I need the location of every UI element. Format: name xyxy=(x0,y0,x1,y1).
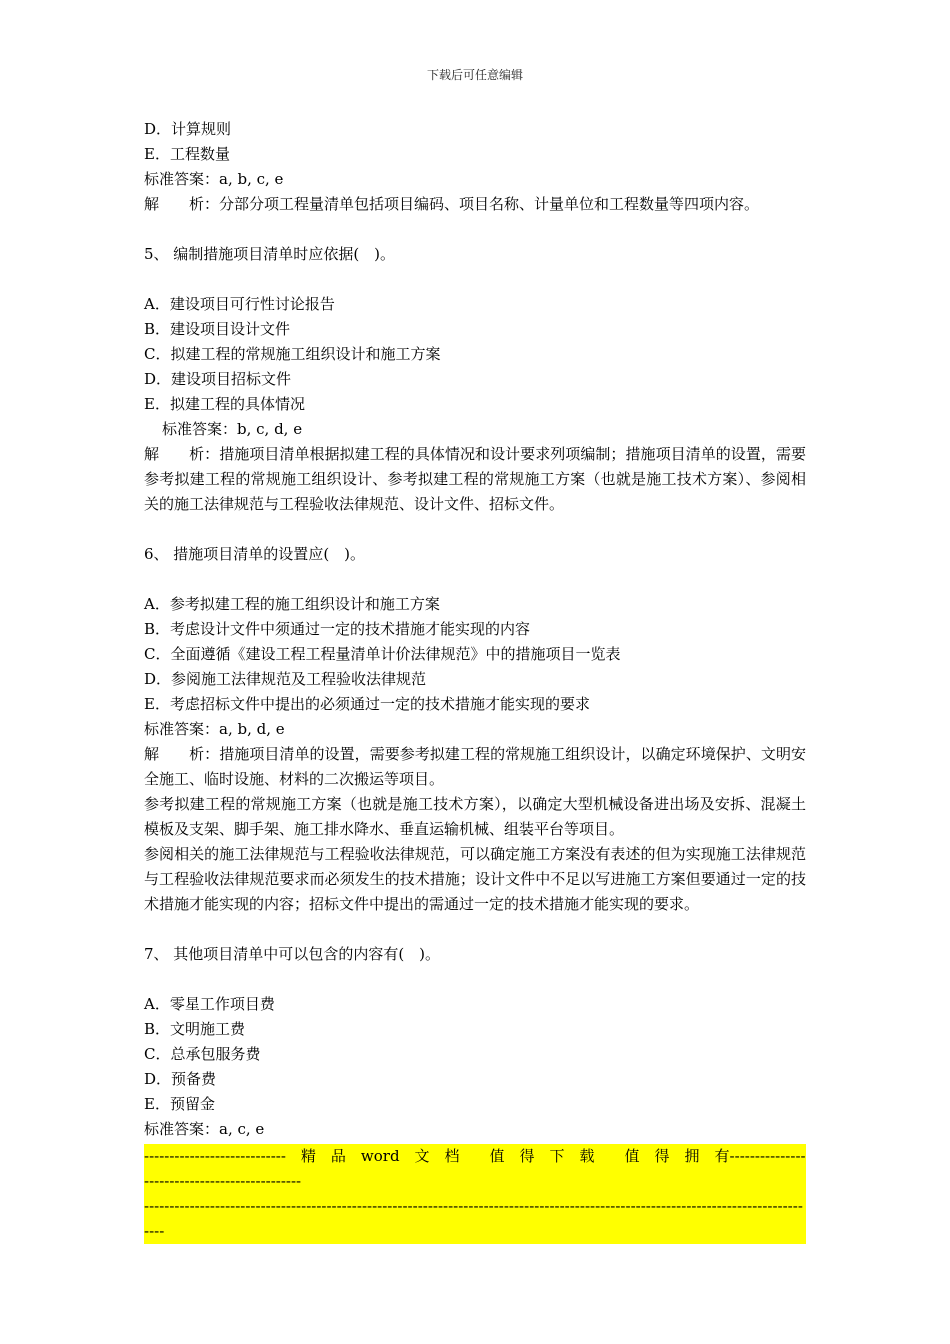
q7-option-a: A．零星工作项目费 xyxy=(144,995,275,1013)
q5-option-d: D．建设项目招标文件 xyxy=(144,370,292,388)
option-e: E．工程数量 xyxy=(144,145,230,163)
q6-answer: 标准答案：a, b, d, e xyxy=(144,720,285,738)
footer-banner-line-1: ---------------------------- 精 品 word 文 档 值 得 下 载 值 得 拥 有---------------------------------------------- xyxy=(144,1144,806,1194)
q6-analysis-2: 参考拟建工程的常规施工方案（也就是施工技术方案），以确定大型机械设备进出场及安拆、混凝土模板及支架、脚手架、施工排水降水、垂直运输机械、组装平台等项目。 xyxy=(144,795,806,838)
question-6: 6、 措施项目清单的设置应( )。 xyxy=(144,545,366,563)
q6-option-b: B．考虑设计文件中须通过一定的技术措施才能实现的内容 xyxy=(144,620,531,638)
q6-analysis-3: 参阅相关的施工法律规范与工程验收法律规范，可以确定施工方案没有表述的但为实现施工法律规范与工程验收法律规范要求而必须发生的技术措施；设计文件中不足以写进施工方案但要通过一定的技术措施才能实现的内容；招标文件中提出的需通过一定的技术措施才能实现的要求。 xyxy=(144,845,806,913)
q6-option-d: D．参阅施工法律规范及工程验收法律规范 xyxy=(144,670,427,688)
q5-analysis: 解 析：措施项目清单根据拟建工程的具体情况和设计要求列项编制；措施项目清单的设置，需要参考拟建工程的常规施工组织设计、参考拟建工程的常规施工方案（也就是施工技术方案）、参阅相关的施工法律规范与工程验收法律规范、设计文件、招标文件。 xyxy=(144,445,806,513)
footer-banner xyxy=(144,1144,806,1244)
q5-option-b: B．建设项目设计文件 xyxy=(144,320,291,338)
q6-analysis-1: 解 析：措施项目清单的设置，需要参考拟建工程的常规施工组织设计，以确定环境保护、文明安全施工、临时设施、材料的二次搬运等项目。 xyxy=(144,745,806,788)
q5-option-e: E．拟建工程的具体情况 xyxy=(144,395,305,413)
q6-option-c: C．全面遵循《建设工程工程量清单计价法律规范》中的措施项目一览表 xyxy=(144,645,621,663)
q7-option-c: C．总承包服务费 xyxy=(144,1045,261,1063)
q5-answer: 标准答案：b, c, d, e xyxy=(162,420,303,438)
q5-option-c: C．拟建工程的常规施工组织设计和施工方案 xyxy=(144,345,441,363)
q6-option-e: E．考虑招标文件中提出的必须通过一定的技术措施才能实现的要求 xyxy=(144,695,590,713)
question-7: 7、 其他项目清单中可以包含的内容有( )。 xyxy=(144,945,441,963)
q6-option-a: A．参考拟建工程的施工组织设计和施工方案 xyxy=(144,595,440,613)
q7-option-b: B．文明施工费 xyxy=(144,1020,246,1038)
page-header: 下载后可任意编辑 xyxy=(426,68,523,82)
analysis: 解 析：分部分项工程量清单包括项目编码、项目名称、计量单位和工程数量等四项内容。 xyxy=(144,195,760,213)
q7-option-e: E．预留金 xyxy=(144,1095,215,1113)
footer-banner-line-2: -------------------------------------------------------------------------------------------------------------------------------------- xyxy=(144,1194,806,1244)
q7-option-d: D．预备费 xyxy=(144,1070,217,1088)
document-body xyxy=(144,117,806,1244)
q7-answer: 标准答案：a, c, e xyxy=(144,1120,265,1138)
q5-option-a: A．建设项目可行性讨论报告 xyxy=(144,295,335,313)
question-5: 5、 编制措施项目清单时应依据( )。 xyxy=(144,245,396,263)
option-d: D．计算规则 xyxy=(144,120,232,138)
answer: 标准答案：a, b, c, e xyxy=(144,170,284,188)
